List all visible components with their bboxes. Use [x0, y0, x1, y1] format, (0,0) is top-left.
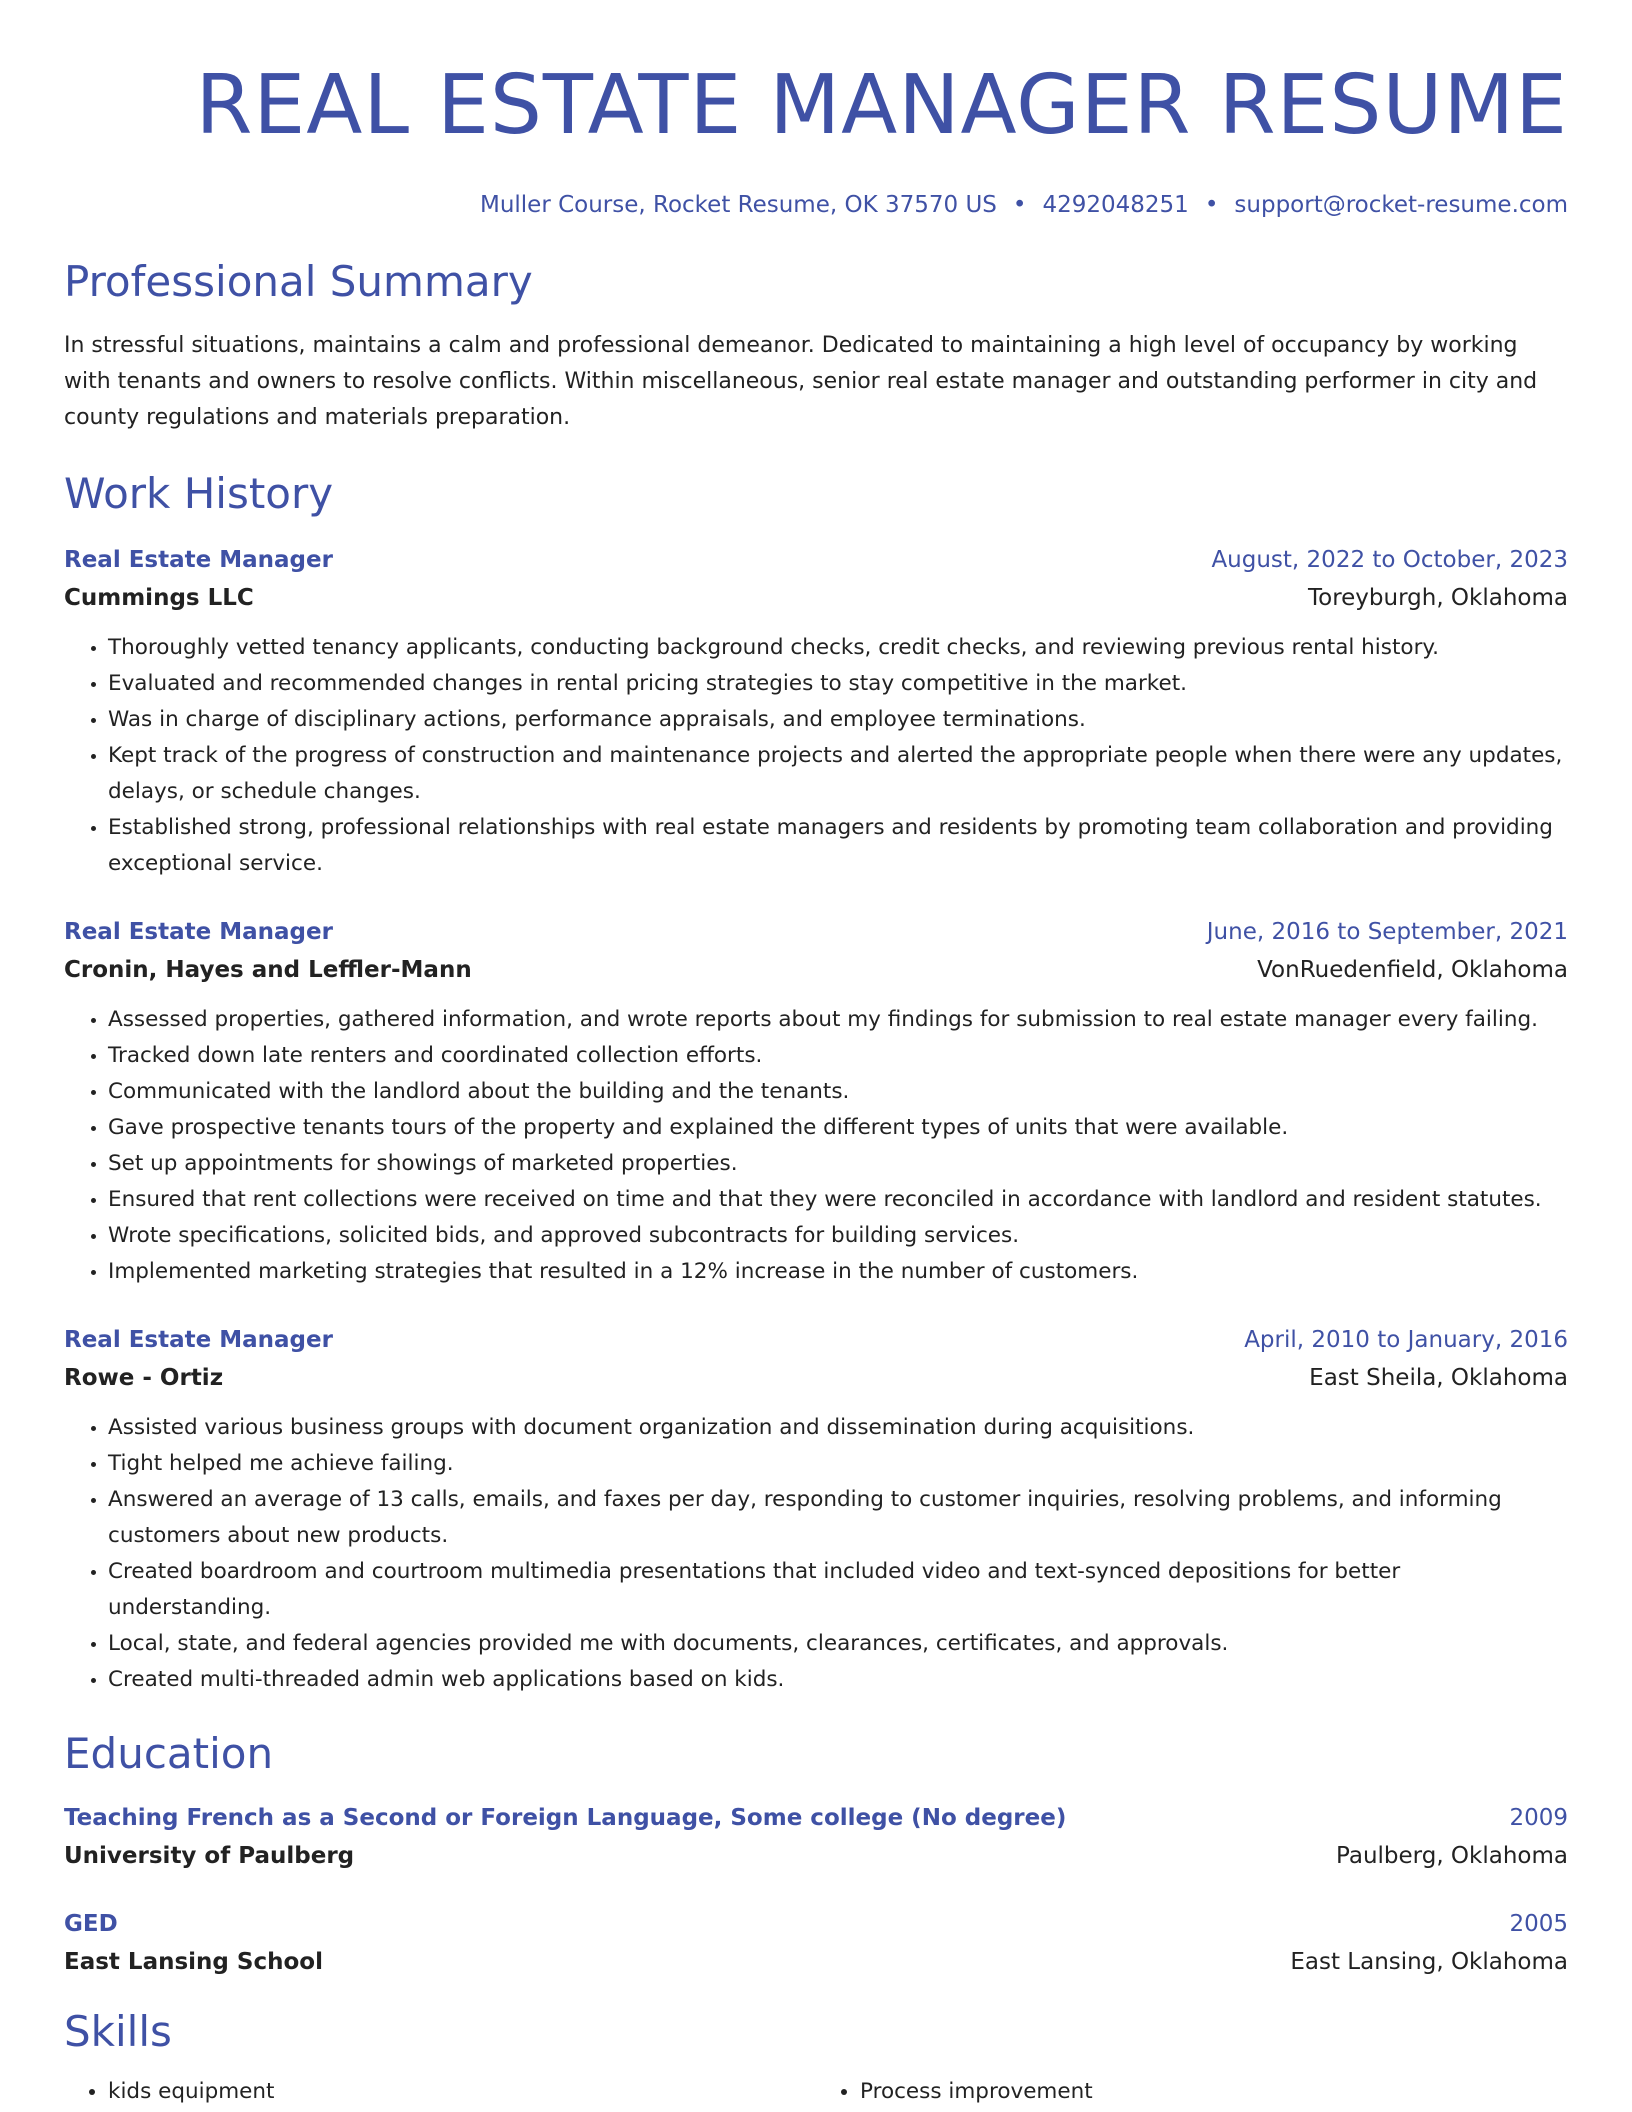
- job-bullet: • Assessed properties, gathered information, and wrote reports about my findings for submission to real estate manager every failing.: [108, 1002, 1568, 1038]
- contact-email: support@rocket-resume.com: [1234, 192, 1568, 218]
- job-bullet: • Assisted various business groups with document organization and dissemination during acquisitions.: [108, 1410, 1568, 1446]
- contact-line: [64, 190, 1568, 220]
- education-entry: [64, 1908, 1568, 1978]
- education-heading: Education: [64, 1729, 274, 1778]
- job-dates: June, 2016 to September, 2021: [1206, 919, 1568, 945]
- school-location: East Lansing, Oklahoma: [1290, 1949, 1568, 1975]
- job-entry: [64, 1324, 1568, 1698]
- job-entry: [64, 916, 1568, 1290]
- job-bullet: • Was in charge of disciplinary actions, performance appraisals, and employee terminations.: [108, 702, 1568, 738]
- company-name: Cronin, Hayes and Leffler-Mann: [64, 957, 472, 983]
- summary-text: In stressful situations, maintains a calm and professional demeanor. Dedicated to maintaining a high level of occupancy by working with tenants and owners to resolve conflicts. Within miscellaneous, senior real estate manager and outstanding performer in city and county regulations and materials preparation.: [64, 333, 1538, 430]
- skill-item: • Process improvement: [860, 2074, 1568, 2110]
- job-bullet: • Set up appointments for showings of marketed properties.: [108, 1146, 1568, 1182]
- company-name: Cummings LLC: [64, 585, 254, 611]
- skill-item: • kids equipment: [108, 2074, 816, 2110]
- graduation-year: 2009: [1509, 1805, 1568, 1831]
- job-bullet: • Local, state, and federal agencies provided me with documents, clearances, certificates, and approvals.: [108, 1626, 1568, 1662]
- skills-list: [64, 2074, 1568, 2110]
- work-history-heading: Work History: [64, 469, 334, 518]
- job-bullet: • Communicated with the landlord about the building and the tenants.: [108, 1074, 1568, 1110]
- job-bullet: • Answered an average of 13 calls, emails, and faxes per day, responding to customer inquiries, resolving problems, and informing customers about new products.: [108, 1482, 1568, 1554]
- contact-separator: •: [1204, 192, 1219, 218]
- school-name: East Lansing School: [64, 1949, 323, 1975]
- job-bullet: • Thoroughly vetted tenancy applicants, conducting background checks, credit checks, and reviewing previous rental history.: [108, 630, 1568, 666]
- job-dates: August, 2022 to October, 2023: [1211, 547, 1568, 573]
- job-bullets: [64, 630, 1568, 882]
- job-bullet: • Evaluated and recommended changes in rental pricing strategies to stay competitive in the market.: [108, 666, 1568, 702]
- job-location: VonRuedenfield, Oklahoma: [1257, 957, 1568, 983]
- job-title: Real Estate Manager: [64, 547, 333, 573]
- company-name: Rowe - Ortiz: [64, 1365, 224, 1391]
- job-bullet: • Established strong, professional relationships with real estate managers and residents by promoting team collaboration and providing exceptional service.: [108, 810, 1568, 882]
- resume-title: REAL ESTATE MANAGER RESUME: [195, 58, 1568, 153]
- job-bullets: [64, 1410, 1568, 1698]
- job-entry: [64, 544, 1568, 882]
- job-title: Real Estate Manager: [64, 919, 333, 945]
- job-bullet: • Wrote specifications, solicited bids, and approved subcontracts for building services.: [108, 1218, 1568, 1254]
- contact-address: Muller Course, Rocket Resume, OK 37570 US: [479, 192, 997, 218]
- job-bullet: • Created boardroom and courtroom multimedia presentations that included video and text-synced depositions for better understanding.: [108, 1554, 1568, 1626]
- job-bullet: • Created multi-threaded admin web applications based on kids.: [108, 1662, 1568, 1698]
- skills-column-left: [64, 2074, 816, 2110]
- job-location: East Sheila, Oklahoma: [1309, 1365, 1568, 1391]
- job-bullets: [64, 1002, 1568, 1290]
- degree-name: GED: [64, 1911, 118, 1937]
- job-bullet: • Tracked down late renters and coordinated collection efforts.: [108, 1038, 1568, 1074]
- job-bullet: • Tight helped me achieve failing.: [108, 1446, 1568, 1482]
- job-bullet: • Gave prospective tenants tours of the property and explained the different types of units that were available.: [108, 1110, 1568, 1146]
- school-location: Paulberg, Oklahoma: [1336, 1843, 1568, 1869]
- job-bullet: • Ensured that rent collections were received on time and that they were reconciled in accordance with landlord and resident statutes.: [108, 1182, 1568, 1218]
- school-name: University of Paulberg: [64, 1843, 355, 1869]
- job-dates: April, 2010 to January, 2016: [1244, 1327, 1568, 1353]
- contact-separator: •: [1012, 192, 1027, 218]
- degree-name: Teaching French as a Second or Foreign Language, Some college (No degree): [64, 1805, 1067, 1831]
- job-location: Toreyburgh, Oklahoma: [1307, 585, 1568, 611]
- skills-column-right: [816, 2074, 1568, 2110]
- skills-heading: Skills: [64, 2007, 172, 2056]
- graduation-year: 2005: [1509, 1911, 1568, 1937]
- contact-phone: 4292048251: [1042, 192, 1189, 218]
- education-entry: [64, 1802, 1568, 1872]
- job-bullet: • Implemented marketing strategies that resulted in a 12% increase in the number of customers.: [108, 1254, 1568, 1290]
- summary-heading: Professional Summary: [64, 257, 533, 306]
- job-title: Real Estate Manager: [64, 1327, 333, 1353]
- job-bullet: • Kept track of the progress of construction and maintenance projects and alerted the appropriate people when there were any updates, delays, or schedule changes.: [108, 738, 1568, 810]
